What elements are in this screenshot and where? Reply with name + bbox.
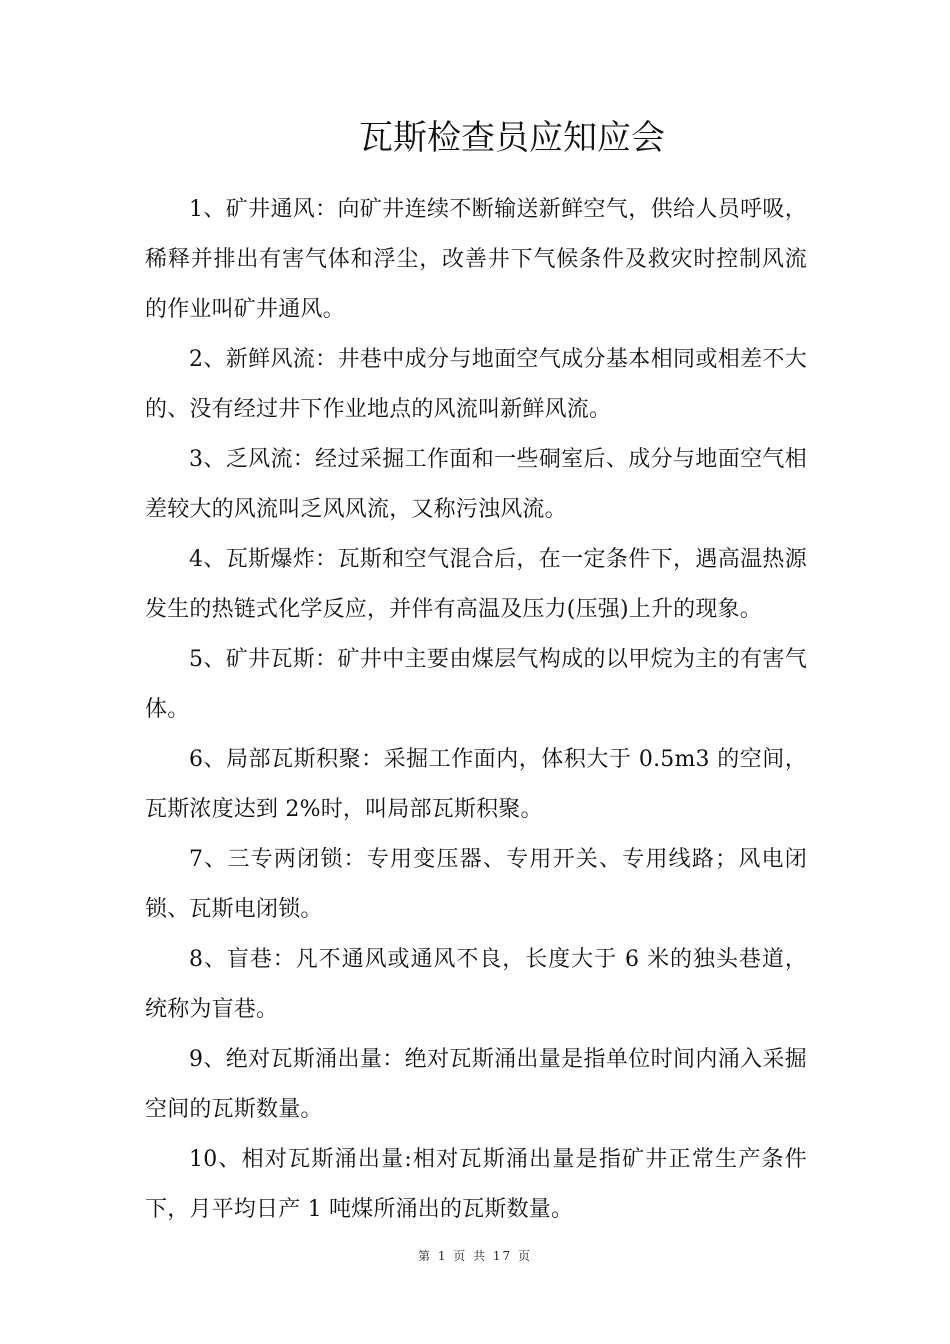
paragraph-6: 6、局部瓦斯积聚：采掘工作面内，体积大于 0.5m3 的空间，瓦斯浓度达到 2%时，叫局部瓦斯积聚。 <box>145 747 807 822</box>
paragraph-10: 10、相对瓦斯涌出量:相对瓦斯涌出量是指矿井正常生产条件下，月平均日产 1 吨煤所涌出的瓦斯数量。 <box>145 1147 807 1222</box>
paragraph-1: 1、矿井通风：向矿井连续不断输送新鲜空气，供给人员呼吸，稀释并排出有害气体和浮尘，改善井下气候条件及救灾时控制风流的作业叫矿井通风。 <box>145 197 807 322</box>
paragraph-4: 4、瓦斯爆炸：瓦斯和空气混合后，在一定条件下，遇高温热源发生的热链式化学反应，并伴有高温及压力(压强)上升的现象。 <box>145 547 807 622</box>
paragraph-7: 7、三专两闭锁：专用变压器、专用开关、专用线路；风电闭锁、瓦斯电闭锁。 <box>145 847 807 922</box>
paragraph-9: 9、绝对瓦斯涌出量：绝对瓦斯涌出量是指单位时间内涌入采掘空间的瓦斯数量。 <box>145 1047 807 1122</box>
paragraph-8: 8、盲巷：凡不通风或通风不良，长度大于 6 米的独头巷道，统称为盲巷。 <box>145 947 807 1022</box>
paragraph-3: 3、乏风流：经过采掘工作面和一些硐室后、成分与地面空气相差较大的风流叫乏风风流，又称污浊风流。 <box>145 447 807 522</box>
document-title: 瓦斯检查员应知应会 <box>359 118 665 158</box>
paragraph-2: 2、新鲜风流：井巷中成分与地面空气成分基本相同或相差不大的、没有经过井下作业地点的风流叫新鲜风流。 <box>145 347 807 422</box>
paragraph-5: 5、矿井瓦斯：矿井中主要由煤层气构成的以甲烷为主的有害气体。 <box>145 647 807 722</box>
page-number-footer: 第 1 页 共 17 页 <box>418 1249 532 1263</box>
document-body <box>145 185 807 1235</box>
